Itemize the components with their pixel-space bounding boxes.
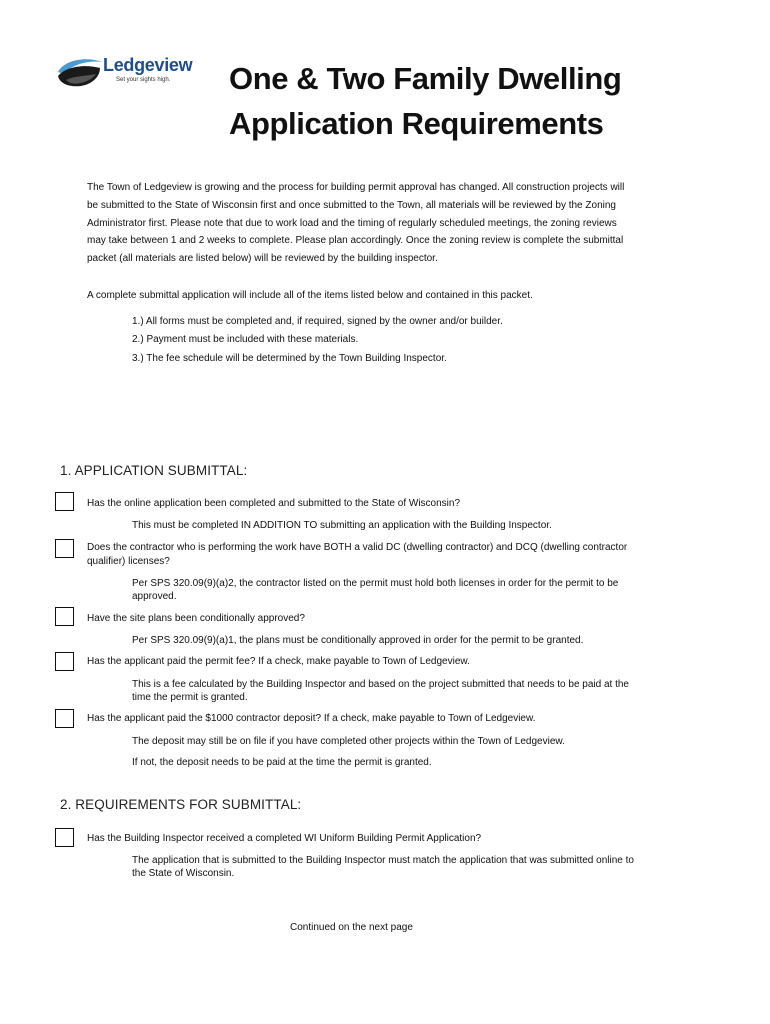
logo-name: Ledgeview (103, 55, 193, 75)
question-text: qualifier) licenses? (87, 556, 170, 567)
logo-mark-icon (56, 54, 106, 90)
ledgeview-logo (56, 54, 196, 90)
note-online-application (132, 519, 552, 532)
intro-line: may take between 1 and 2 weeks to complete. Please plan accordingly. Once the zoning review is complete the submittal (87, 235, 624, 247)
logo-tagline: Set your sights high. (116, 77, 171, 83)
checkbox-contractor-licenses[interactable] (55, 539, 74, 558)
question-text: Has the applicant paid the permit fee? If a check, make payable to Town of Ledgeview. (87, 656, 470, 667)
question-text: Have the site plans been conditionally approved? (87, 613, 305, 624)
requirement-item: 2.) Payment must be included with these materials. (132, 334, 359, 346)
title-line-2: Application Requirements (229, 106, 604, 141)
note-contractor-licenses (132, 577, 618, 603)
note-text: Per SPS 320.09(9)(a)1, the plans must be conditionally approved in order for the permit to be granted. (132, 635, 584, 646)
question-permit-fee (87, 655, 470, 669)
question-contractor-licenses (87, 541, 627, 569)
note-contractor-deposit (132, 735, 565, 748)
note-permit-fee (132, 678, 629, 704)
page-title (229, 56, 621, 146)
checkbox-permit-fee[interactable] (55, 652, 74, 671)
note-uniform-permit-application (132, 854, 634, 880)
question-contractor-deposit (87, 712, 535, 726)
note-text: the State of Wisconsin. (132, 868, 235, 879)
note-contractor-deposit-2 (132, 756, 432, 769)
question-site-plans (87, 612, 305, 626)
intro-line: The Town of Ledgeview is growing and the process for building permit approval has changed. All construction projects will (87, 182, 625, 193)
checkbox-uniform-permit-application[interactable] (55, 828, 74, 847)
note-text: If not, the deposit needs to be paid at the time the permit is granted. (132, 757, 432, 768)
question-online-application (87, 497, 460, 511)
intro-line: Administrator first. Please note that due to work load and the timing of regularly scheduled meetings, the zoning reviews (87, 217, 617, 229)
requirements-list (132, 313, 503, 368)
checkbox-online-application[interactable] (55, 492, 74, 511)
section-2-title: 2. REQUIREMENTS FOR SUBMITTAL: (60, 797, 302, 812)
requirement-item: 3.) The fee schedule will be determined by the Town Building Inspector. (132, 352, 447, 364)
submittal-lead: A complete submittal application will include all of the items listed below and contained in this packet. (87, 290, 533, 301)
note-text: This must be completed IN ADDITION TO submitting an application with the Building Inspector. (132, 520, 552, 531)
continued-footer: Continued on the next page (290, 922, 413, 933)
note-text: approved. (132, 591, 177, 602)
question-text: Has the online application been completed and submitted to the State of Wisconsin? (87, 498, 461, 509)
note-text: This is a fee calculated by the Building Inspector and based on the project submitted that needs to be paid at the (132, 679, 629, 690)
title-line-1: One & Two Family Dwelling (229, 61, 622, 96)
intro-line: be submitted to the State of Wisconsin first and once submitted to the Town, all materials will be reviewed by the Zoning (87, 199, 616, 211)
intro-paragraph (87, 179, 687, 268)
checkbox-contractor-deposit[interactable] (55, 709, 74, 728)
note-text: Per SPS 320.09(9)(a)2, the contractor listed on the permit must hold both licenses in order for the permit to be (132, 578, 619, 589)
section-1-title: 1. APPLICATION SUBMITTAL: (60, 463, 248, 478)
note-text: The deposit may still be on file if you have completed other projects within the Town of Ledgeview. (132, 736, 565, 747)
checkbox-site-plans[interactable] (55, 607, 74, 626)
question-text: Has the applicant paid the $1000 contractor deposit? If a check, make payable to Town of Ledgeview. (87, 713, 536, 724)
intro-line: packet (all materials are listed below) will be reviewed by the building inspector. (87, 253, 438, 265)
question-uniform-permit-application (87, 832, 481, 846)
question-text: Does the contractor who is performing the work have BOTH a valid DC (dwelling contractor) and DCQ (dwelling contractor (87, 542, 628, 553)
note-site-plans (132, 634, 583, 647)
requirement-item: 1.) All forms must be completed and, if required, signed by the owner and/or builder. (132, 316, 503, 327)
question-text: Has the Building Inspector received a completed WI Uniform Building Permit Application? (87, 833, 482, 844)
note-text: time the permit is granted. (132, 692, 248, 703)
note-text: The application that is submitted to the Building Inspector must match the application that was submitted online to (132, 855, 634, 866)
